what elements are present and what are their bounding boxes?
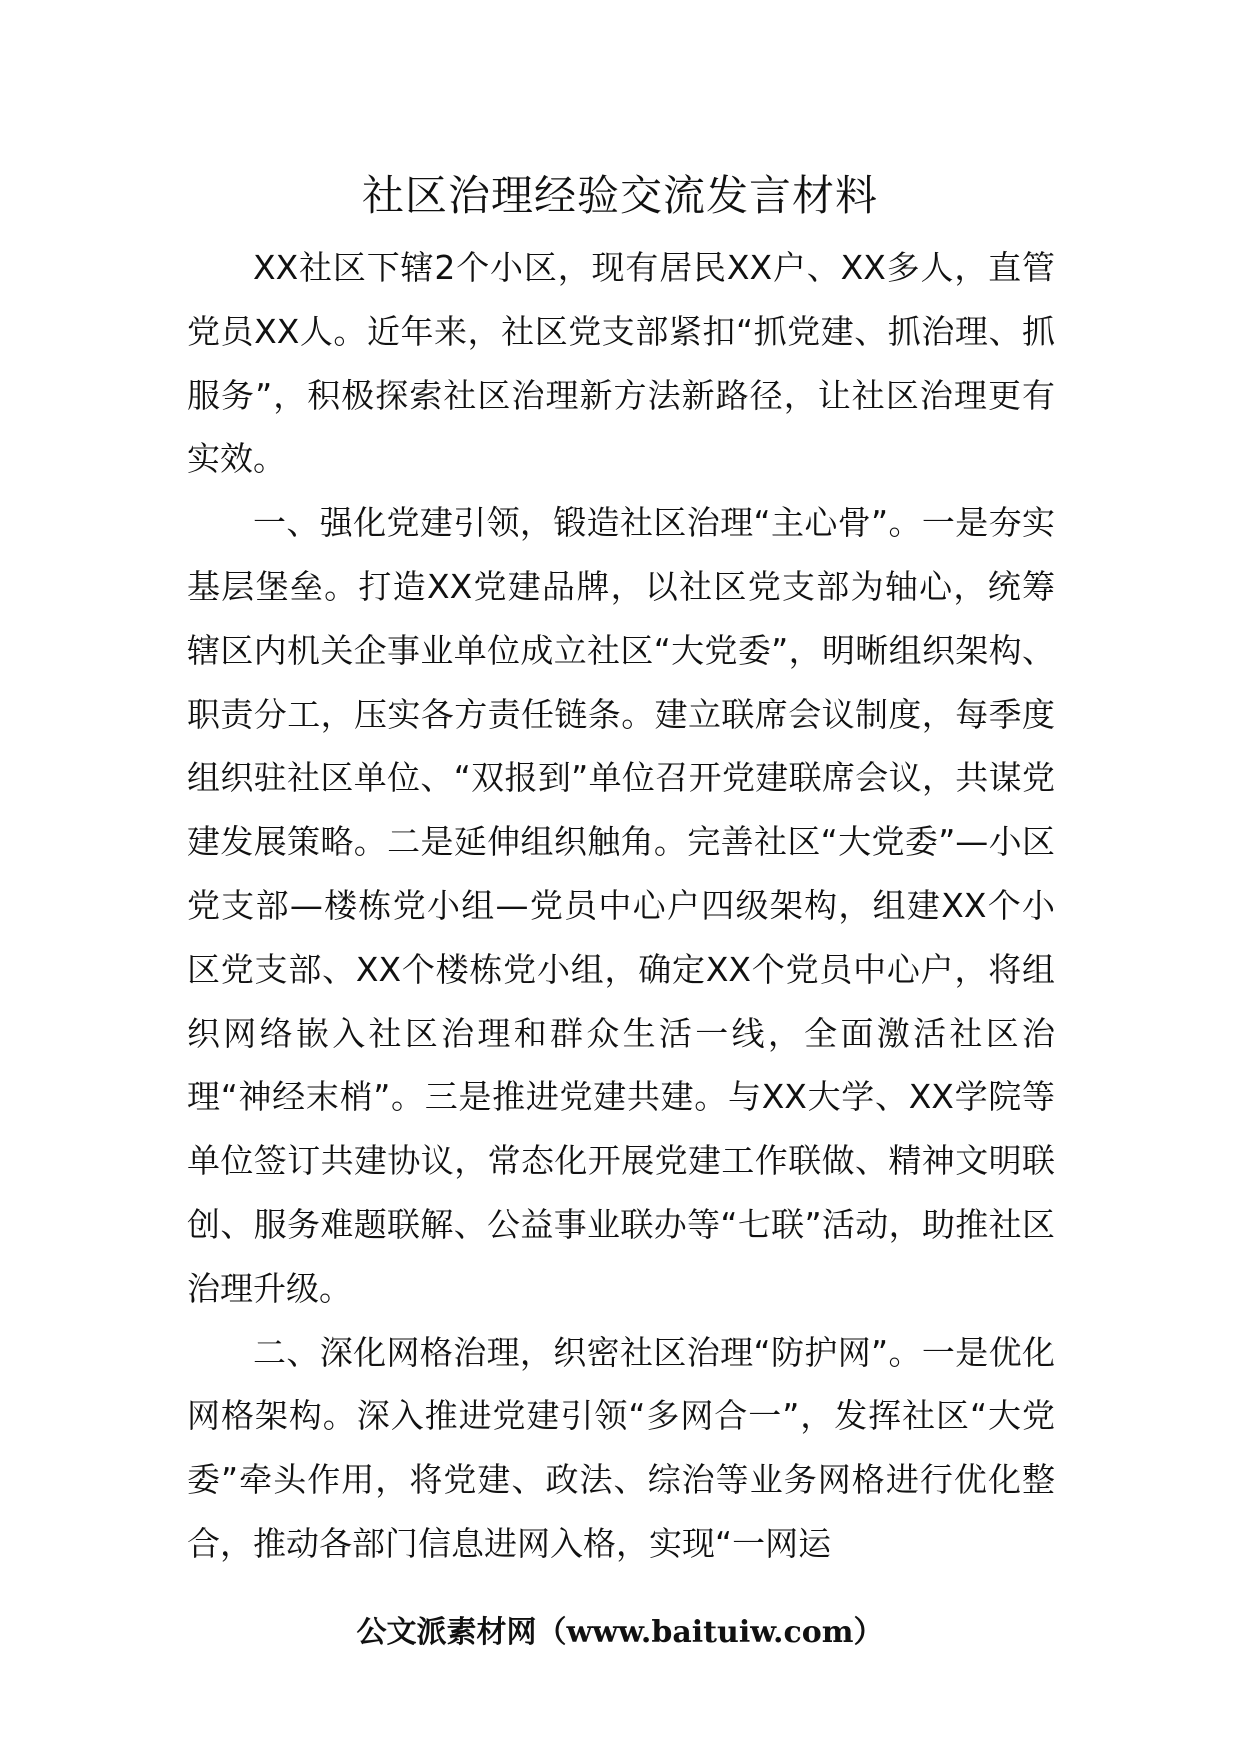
paragraph-section-one: 一、强化党建引领，锻造社区治理“主心骨”。一是夯实基层堡垒。打造XX党建品牌，以社区党支部为轴心，统筹辖区内机关企事业单位成立社区“大党委”，明晰组织架构、职责分工，压实各方责任链条。建立联席会议制度，每季度组织驻社区单位、“双报到”单位召开党建联席会议，共谋党建发展策略。二是延伸组织触角。完善社区“大党委”—小区党支部—楼栋党小组—党员中心户四级架构，组建XX个小区党支部、XX个楼栋党小组，确定XX个党员中心户，将组织网络嵌入社区治理和群众生活一线，全面激活社区治理“神经末梢”。三是推进党建共建。与XX大学、XX学院等单位签订共建协议，常态化开展党建工作联做、精神文明联创、服务难题联解、公益事业联办等“七联”活动，助推社区治理升级。 [187, 503, 1055, 1308]
document-body [187, 236, 1055, 1576]
paragraph-intro: XX社区下辖2个小区，现有居民XX户、XX多人，直管党员XX人。近年来，社区党支部紧扣“抓党建、抓治理、抓服务”，积极探索社区治理新方法新路径，让社区治理更有实效。 [187, 248, 1055, 479]
footer-watermark: 公文派素材网（www.baituiw.com） [356, 1615, 884, 1650]
document-title: 社区治理经验交流发言材料 [361, 171, 878, 220]
paragraph-section-two: 二、深化网格治理，织密社区治理“防护网”。一是优化网格架构。深入推进党建引领“多网合一”，发挥社区“大党委”牵头作用，将党建、政法、综治等业务网格进行优化整合，推动各部门信息进网入格，实现“一网运 [187, 1332, 1055, 1563]
